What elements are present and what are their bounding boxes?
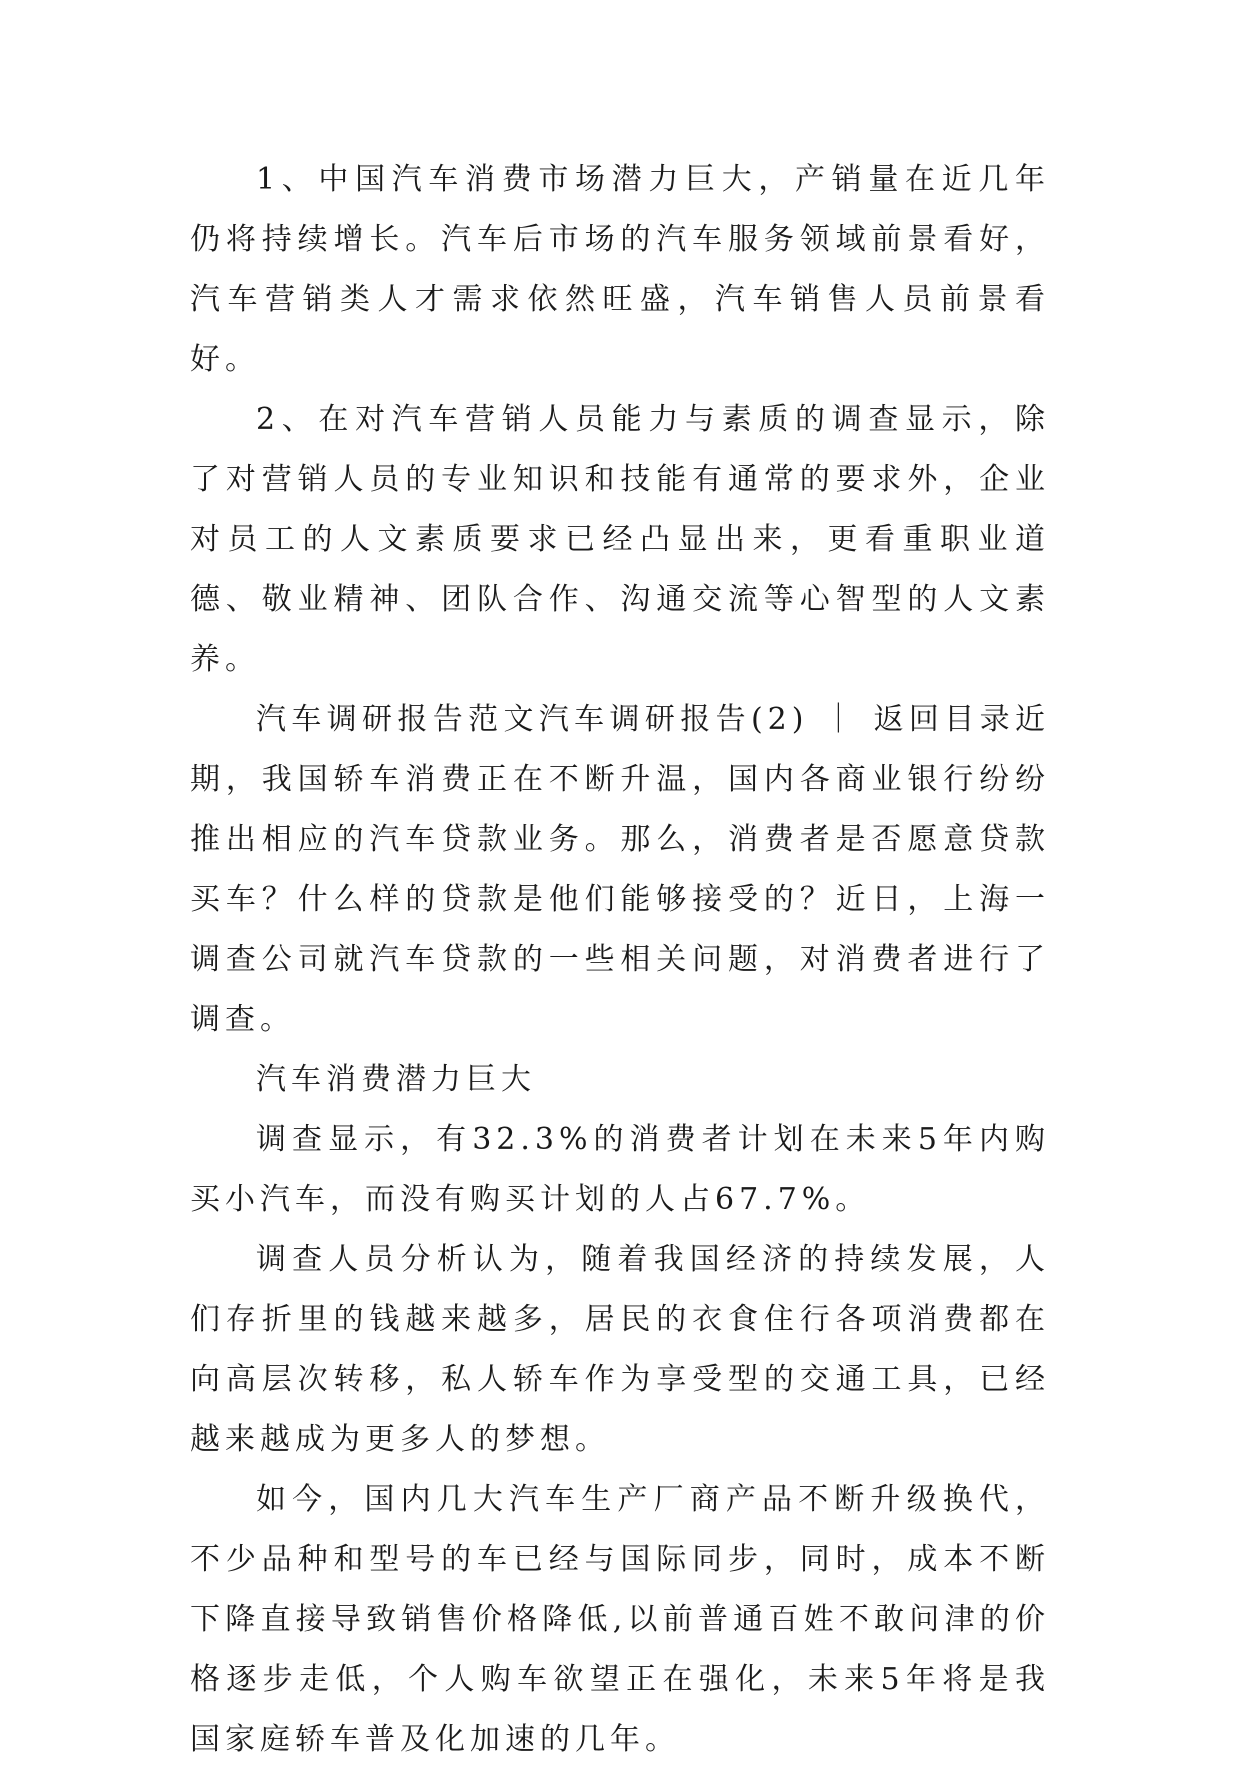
paragraph-sales-staff-quality: 2、在对汽车营销人员能力与素质的调查显示，除了对营销人员的专业知识和技能有通常的要求外，企业对员工的人文素质要求已经凸显出来，更看重职业道德、敬业精神、团队合作、沟通交流等心智型的人文素养。 xyxy=(190,402,1050,677)
paragraph-outlook: 如今，国内几大汽车生产厂商产品不断升级换代，不少品种和型号的车已经与国际同步，同时，成本不断下降直接导致销售价格降低,以前普通百姓不敢问津的价格逐步走低，个人购车欲望正在强化，未来5年将是我国家庭轿车普及化加速的几年。 xyxy=(190,1482,1050,1757)
document-body xyxy=(190,150,1050,1770)
paragraph-report-intro: 汽车调研报告范文汽车调研报告(2) ｜ 返回目录近期，我国轿车消费正在不断升温，国内各商业银行纷纷推出相应的汽车贷款业务。那么，消费者是否愿意贷款买车？什么样的贷款是他们能够接受的？近日，上海一调查公司就汽车贷款的一些相关问题，对消费者进行了调查。 xyxy=(190,702,1050,1037)
section-heading: 汽车消费潜力巨大 xyxy=(256,1062,536,1097)
paragraph-analysis: 调查人员分析认为，随着我国经济的持续发展，人们存折里的钱越来越多，居民的衣食住行各项消费都在向高层次转移，私人轿车作为享受型的交通工具，已经越来越成为更多人的梦想。 xyxy=(190,1242,1050,1457)
paragraph-survey-result: 调查显示，有32.3%的消费者计划在未来5年内购买小汽车，而没有购买计划的人占67.7%。 xyxy=(190,1122,1050,1217)
paragraph-market-potential: 1、中国汽车消费市场潜力巨大，产销量在近几年仍将持续增长。汽车后市场的汽车服务领域前景看好，汽车营销类人才需求依然旺盛，汽车销售人员前景看好。 xyxy=(190,162,1050,377)
